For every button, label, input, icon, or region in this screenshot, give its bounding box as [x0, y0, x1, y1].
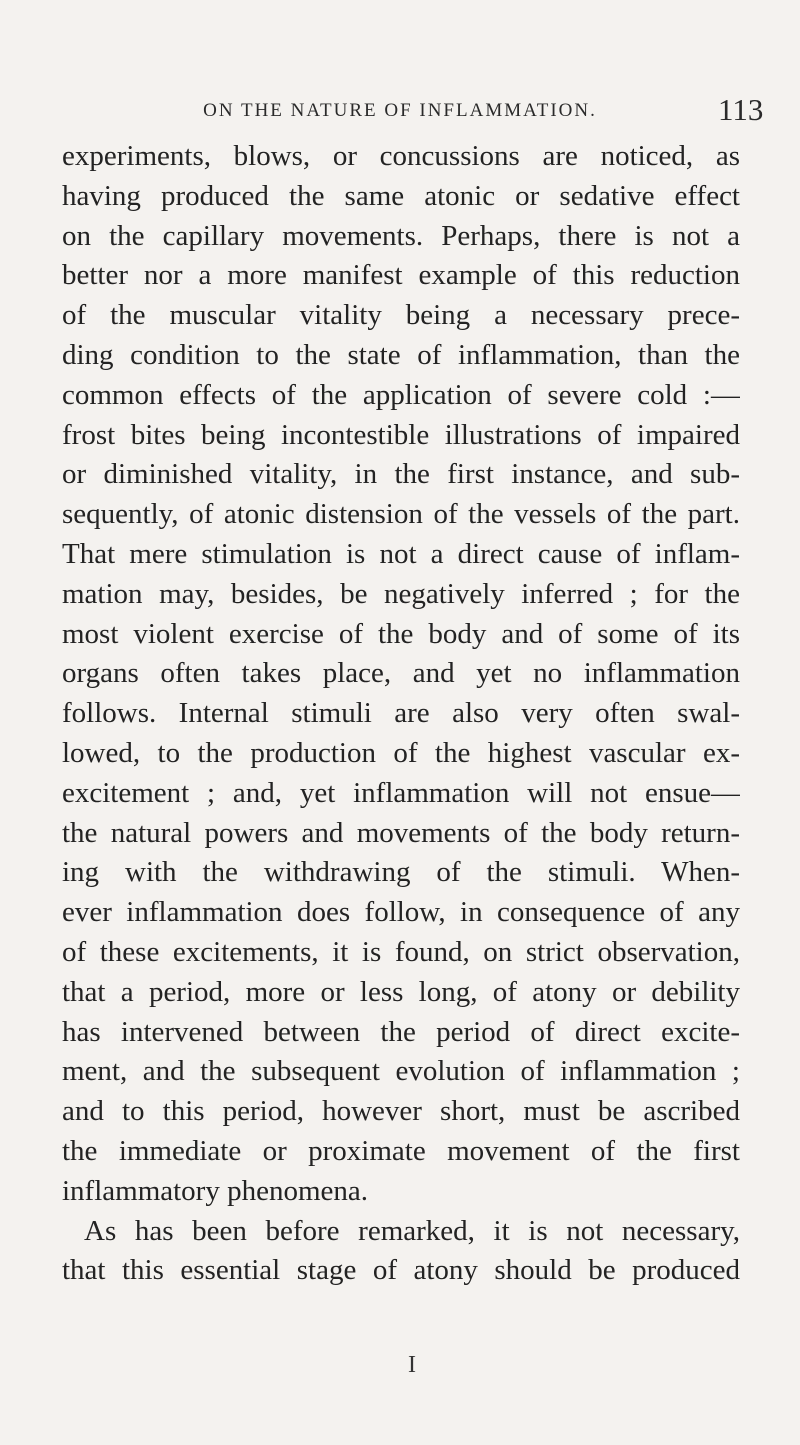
page-number: 113: [718, 92, 764, 127]
text-line-6: ding condition to the state of inflammation, than the: [62, 338, 740, 371]
body-text: [62, 137, 740, 1291]
text-line-5: of the muscular vitality being a necessary prece-: [62, 299, 740, 332]
text-line-20: ever inflammation does follow, in consequence of any: [62, 896, 740, 929]
text-line-24: ment, and the subsequent evolution of inflammation ;: [62, 1055, 740, 1088]
text-line-28: As has been before remarked, it is not necessary,: [84, 1214, 740, 1247]
text-line-21: of these excitements, it is found, on strict observation,: [62, 935, 740, 968]
text-line-1: experiments, blows, or concussions are noticed, as: [62, 140, 740, 172]
running-title: ON THE NATURE OF INFLAMMATION.: [203, 100, 597, 121]
text-line-2: having produced the same atonic or sedative effect: [62, 179, 740, 212]
text-line-26: the immediate or proximate movement of the first: [62, 1134, 740, 1167]
text-line-13: most violent exercise of the body and of some of its: [62, 617, 740, 650]
text-line-19: ing with the withdrawing of the stimuli. When-: [62, 856, 740, 889]
text-line-8: frost bites being incontestible illustrations of impaired: [62, 418, 740, 451]
text-line-7: common effects of the application of severe cold :—: [62, 378, 740, 411]
signature-mark: I: [408, 1352, 416, 1378]
text-line-22: that a period, more or less long, of atony or debility: [62, 975, 740, 1008]
running-head: [0, 92, 800, 132]
text-line-9: or diminished vitality, in the first instance, and sub-: [62, 458, 740, 491]
text-line-23: has intervened between the period of direct excite-: [62, 1015, 740, 1048]
text-line-16: lowed, to the production of the highest vascular ex-: [62, 736, 740, 769]
text-line-4: better nor a more manifest example of this reduction: [62, 259, 740, 292]
text-line-3: on the capillary movements. Perhaps, there is not a: [62, 219, 740, 252]
text-line-17: excitement ; and, yet inflammation will not ensue—: [62, 776, 740, 809]
text-line-29: that this essential stage of atony should be produced: [62, 1254, 740, 1287]
text-line-18: the natural powers and movements of the body return-: [62, 816, 740, 849]
text-line-12: mation may, besides, be negatively inferred ; for the: [62, 577, 740, 610]
text-line-10: sequently, of atonic distension of the vessels of the part.: [62, 498, 740, 531]
text-line-27: inflammatory phenomena.: [62, 1174, 369, 1207]
text-line-25: and to this period, however short, must be ascribed: [62, 1095, 740, 1128]
text-line-15: follows. Internal stimuli are also very often swal-: [62, 697, 740, 730]
text-line-14: organs often takes place, and yet no inflammation: [62, 657, 740, 690]
text-line-11: That mere stimulation is not a direct cause of inflam-: [62, 537, 740, 570]
